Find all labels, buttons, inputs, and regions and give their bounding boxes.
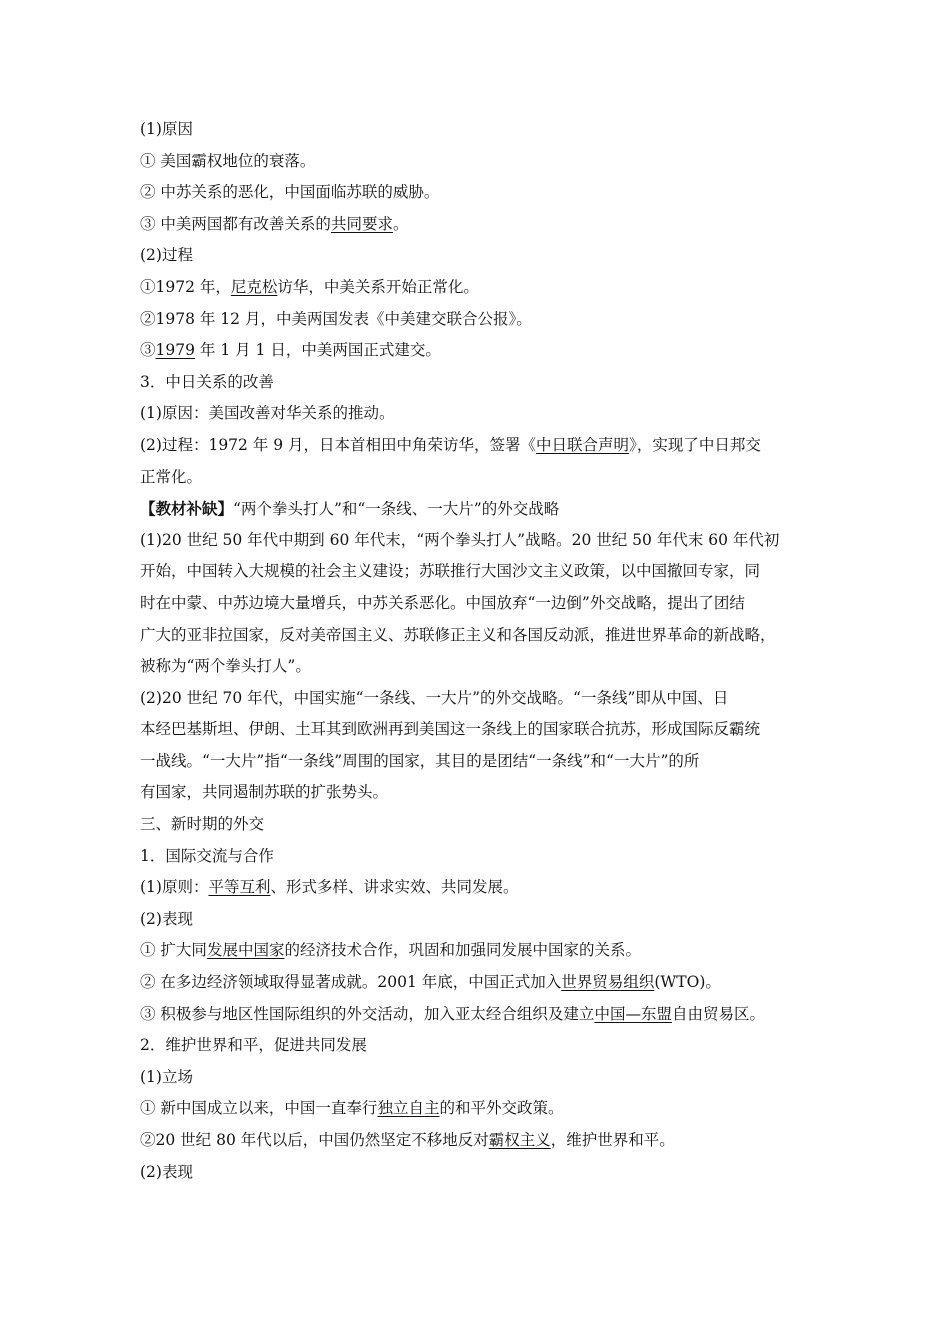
- text-segment: (2)表现: [140, 909, 193, 928]
- underlined-answer: 1979: [155, 341, 195, 360]
- text-line: [140, 872, 820, 904]
- text-segment: 自由贸易区。: [671, 1004, 765, 1023]
- underlined-answer: 独立自主: [377, 1099, 440, 1118]
- text-line: [140, 809, 820, 841]
- text-segment: ① 美国霸权地位的衰落。: [140, 151, 316, 170]
- text-line: [140, 1062, 820, 1094]
- text-line: [140, 935, 820, 967]
- text-segment: ③ 中美两国都有改善关系的: [140, 214, 331, 233]
- text-segment: (1)原则：: [140, 878, 209, 897]
- text-line: [140, 651, 820, 683]
- text-segment: 有国家，共同遏制苏联的扩张势头。: [140, 783, 389, 802]
- text-segment: ② 中苏关系的恶化，中国面临苏联的威胁。: [140, 183, 440, 202]
- underlined-answer: 尼克松: [230, 277, 278, 296]
- text-segment: 1．国际交流与合作: [140, 846, 274, 865]
- text-line: [140, 272, 820, 304]
- text-segment: 的和平外交政策。: [439, 1099, 564, 1118]
- text-line: [140, 1030, 820, 1062]
- text-segment: (WTO)。: [654, 973, 721, 992]
- text-segment: ②20 世纪 80 年代以后，中国仍然坚定不移地反对: [140, 1131, 489, 1149]
- text-line: [140, 209, 820, 241]
- text-line: [140, 177, 820, 209]
- text-segment: “两个拳头打人”和“一条线、一大片”的外交战略: [233, 500, 560, 519]
- text-segment: 本经巴基斯坦、伊朗、土耳其到欧洲再到美国这一条线上的国家联合抗苏，形成国际反霸统: [140, 720, 761, 739]
- text-segment: ③ 积极参与地区性国际组织的外交活动，加入亚太经合组织及建立: [140, 1004, 595, 1023]
- text-segment: ，维护世界和平。: [550, 1131, 675, 1149]
- text-line: [140, 398, 820, 430]
- text-line: [140, 146, 820, 178]
- text-line: [140, 525, 820, 557]
- text-line: [140, 841, 820, 873]
- text-segment: ① 扩大同: [140, 941, 207, 960]
- text-segment: 正常化。: [140, 467, 203, 486]
- text-segment: 时在中蒙、中苏边境大量增兵，中苏关系恶化。中国放弃“一边倒”外交战略，提出了团结: [140, 593, 745, 612]
- text-line: [140, 240, 820, 272]
- section-tag: 【教材补缺】: [140, 499, 234, 519]
- text-segment: ①1972 年，: [140, 277, 231, 296]
- text-segment: ③: [140, 341, 156, 360]
- text-segment: (1)立场: [140, 1067, 193, 1086]
- text-line: [140, 462, 820, 494]
- text-segment: (1)原因: [140, 120, 193, 138]
- text-segment: 三、新时期的外交: [140, 815, 265, 834]
- text-segment: (1)20 世纪 50 年代中期到 60 年代末，“两个拳头打人”战略。20 世纪 50 年代末 60 年代初: [140, 530, 780, 549]
- text-segment: (2)20 世纪 70 年代，中国实施“一条线、一大片”的外交战略。“一条线”即从中国、日: [140, 688, 729, 707]
- text-line: [140, 430, 820, 462]
- text-segment: 的经济技术合作，巩固和加强同发展中国家的关系。: [284, 941, 641, 960]
- text-line: [140, 367, 820, 399]
- text-line: [140, 999, 820, 1031]
- text-line: [140, 1157, 820, 1189]
- text-line: [140, 114, 820, 146]
- underlined-answer: 发展中国家: [206, 941, 285, 960]
- document-body: [140, 114, 820, 1188]
- text-segment: 》，实现了中日邦交: [629, 435, 761, 454]
- text-segment: (2)表现: [140, 1162, 193, 1181]
- text-segment: ① 新中国成立以来，中国一直奉行: [140, 1099, 378, 1118]
- underlined-answer: 平等互利: [208, 878, 271, 897]
- underlined-answer: 中国—东盟: [594, 1004, 672, 1023]
- text-line: [140, 493, 820, 525]
- text-line: [140, 304, 820, 336]
- text-segment: 2．维护世界和平，促进共同发展: [140, 1036, 367, 1055]
- underlined-answer: 共同要求: [330, 214, 393, 233]
- text-segment: (1)原因：美国改善对华关系的推动。: [140, 404, 395, 423]
- text-segment: 、形式多样、讲求实效、共同发展。: [270, 878, 519, 897]
- text-segment: 年 1 月 1 日，中美两国正式建交。: [194, 341, 441, 360]
- text-segment: (2)过程：1972 年 9 月，日本首相田中角荣访华，签署《: [140, 435, 537, 454]
- text-segment: 。: [392, 214, 409, 233]
- text-line: [140, 335, 820, 367]
- text-segment: 访华，中美关系开始正常化。: [277, 277, 479, 296]
- underlined-answer: 世界贸易组织: [561, 973, 655, 992]
- text-line: [140, 683, 820, 715]
- text-segment: ②1978 年 12 月，中美两国发表《中美建交联合公报》。: [140, 309, 532, 328]
- text-line: [140, 1125, 820, 1157]
- text-segment: 被称为“两个拳头打人”。: [140, 657, 311, 676]
- text-line: [140, 620, 820, 652]
- text-segment: 一战线。“一大片”指“一条线”周围的国家，其目的是团结“一条线”和“一大片”的所: [140, 751, 700, 770]
- text-segment: 广大的亚非拉国家，反对美帝国主义、苏联修正主义和各国反动派，推进世界革命的新战略，: [140, 625, 776, 644]
- underlined-answer: 中日联合声明: [536, 435, 630, 454]
- text-line: [140, 777, 820, 809]
- underlined-answer: 霸权主义: [488, 1131, 551, 1149]
- text-line: [140, 904, 820, 936]
- text-line: [140, 714, 820, 746]
- text-line: [140, 588, 820, 620]
- text-line: [140, 556, 820, 588]
- text-line: [140, 967, 820, 999]
- text-line: [140, 1093, 820, 1125]
- text-segment: ② 在多边经济领域取得显著成就。2001 年底，中国正式加入: [140, 973, 562, 992]
- text-segment: (2)过程: [140, 246, 193, 265]
- text-segment: 开始，中国转入大规模的社会主义建设；苏联推行大国沙文主义政策，以中国撤回专家，同: [140, 562, 761, 581]
- text-line: [140, 746, 820, 778]
- text-segment: 3．中日关系的改善: [140, 372, 274, 391]
